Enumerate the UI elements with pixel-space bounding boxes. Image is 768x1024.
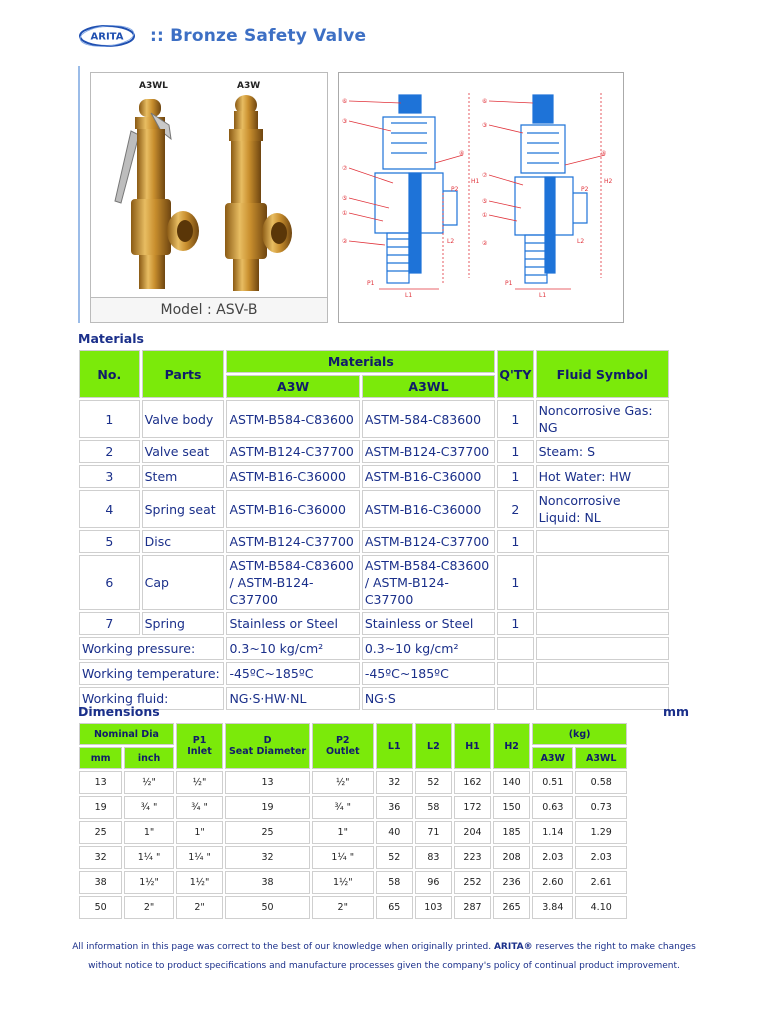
cell-h1: 204 bbox=[454, 821, 491, 844]
cell-h1: 172 bbox=[454, 796, 491, 819]
materials-body bbox=[79, 400, 669, 710]
cell-empty bbox=[497, 637, 533, 660]
table-row bbox=[79, 896, 627, 919]
cell-l2: 103 bbox=[415, 896, 452, 919]
cell-qty: 1 bbox=[497, 400, 533, 438]
table-row bbox=[79, 637, 669, 660]
table-row bbox=[79, 662, 669, 685]
cell-a3wl: ASTM-B124-C37700 bbox=[362, 440, 495, 463]
cell-weight-a3w: 0.63 bbox=[532, 796, 573, 819]
cell-a3wl: ASTM-B584-C83600 / ASTM-B124-C37700 bbox=[362, 555, 495, 610]
cell-l2: 83 bbox=[415, 846, 452, 869]
cell-d: 13 bbox=[225, 771, 310, 794]
col-header-weight-a3w: A3W bbox=[532, 747, 573, 769]
table-row bbox=[79, 440, 669, 463]
cell-weight-a3wl: 0.58 bbox=[575, 771, 627, 794]
cell-part: Valve seat bbox=[142, 440, 225, 463]
cell-empty bbox=[497, 662, 533, 685]
cell-mm: 32 bbox=[79, 846, 122, 869]
cell-weight-a3w: 2.60 bbox=[532, 871, 573, 894]
cell-empty bbox=[536, 687, 669, 710]
cell-a3w: -45ºC~185ºC bbox=[226, 662, 359, 685]
cell-qty: 1 bbox=[497, 530, 533, 553]
cell-weight-a3wl: 1.29 bbox=[575, 821, 627, 844]
svg-text:①: ① bbox=[482, 212, 488, 219]
cell-empty bbox=[497, 687, 533, 710]
cell-a3wl: ASTM-B16-C36000 bbox=[362, 490, 495, 528]
cell-a3w: 0.3~10 kg/cm² bbox=[226, 637, 359, 660]
footer-line-2: without notice to product specifications and manufacture processes given the company's policy of continual product improvement. bbox=[88, 961, 680, 971]
cell-part: Stem bbox=[142, 465, 225, 488]
cell-h2: 140 bbox=[493, 771, 530, 794]
cell-no: 1 bbox=[79, 400, 140, 438]
svg-text:L1: L1 bbox=[539, 292, 547, 299]
cell-a3w: ASTM-B584-C83600 bbox=[226, 400, 359, 438]
valve-photo-illustration bbox=[91, 91, 327, 296]
col-header-weight-a3wl: A3WL bbox=[575, 747, 627, 769]
cell-a3wl: -45ºC~185ºC bbox=[362, 662, 495, 685]
col-header-materials: Materials bbox=[226, 350, 495, 373]
cell-fluid: Noncorrosive Liquid: NL bbox=[536, 490, 669, 528]
cell-p1: ½" bbox=[176, 771, 223, 794]
cell-p2: 1½" bbox=[312, 871, 374, 894]
col-header-parts: Parts bbox=[142, 350, 225, 398]
table-row bbox=[79, 871, 627, 894]
cell-p1: ¾ " bbox=[176, 796, 223, 819]
cell-a3w: NG·S·HW·NL bbox=[226, 687, 359, 710]
cell-no: 7 bbox=[79, 612, 140, 635]
svg-text:④: ④ bbox=[459, 150, 465, 157]
table-row bbox=[79, 821, 627, 844]
table-row bbox=[79, 490, 669, 528]
col-header-h1: H1 bbox=[454, 723, 491, 769]
cell-weight-a3w: 0.51 bbox=[532, 771, 573, 794]
cell-label: Working temperature: bbox=[79, 662, 224, 685]
cell-mm: 19 bbox=[79, 796, 122, 819]
cell-fluid bbox=[536, 530, 669, 553]
cross-section-drawing bbox=[339, 73, 623, 322]
p1-label: P1 bbox=[192, 735, 207, 746]
cell-a3wl: NG·S bbox=[362, 687, 495, 710]
col-header-qty: Q'TY bbox=[497, 350, 533, 398]
cell-a3w: ASTM-B16-C36000 bbox=[226, 490, 359, 528]
cell-h2: 150 bbox=[493, 796, 530, 819]
svg-text:③: ③ bbox=[482, 122, 488, 129]
cell-a3w: ASTM-B584-C83600 / ASTM-B124-C37700 bbox=[226, 555, 359, 610]
svg-text:ARITA: ARITA bbox=[90, 31, 124, 43]
svg-text:P1: P1 bbox=[505, 280, 513, 287]
cell-weight-a3wl: 2.03 bbox=[575, 846, 627, 869]
p1-sub-label: Inlet bbox=[187, 746, 212, 757]
svg-text:H2: H2 bbox=[604, 178, 613, 185]
svg-text:H1: H1 bbox=[471, 178, 480, 185]
col-header-p1 bbox=[176, 723, 223, 769]
cell-qty: 1 bbox=[497, 465, 533, 488]
svg-text:⑦: ⑦ bbox=[342, 165, 348, 172]
cell-l1: 58 bbox=[376, 871, 413, 894]
cell-label: Working pressure: bbox=[79, 637, 224, 660]
d-sub-label: Seat Diameter bbox=[228, 746, 307, 757]
cell-fluid bbox=[536, 612, 669, 635]
d-label: D bbox=[263, 735, 272, 746]
cell-p1: 2" bbox=[176, 896, 223, 919]
cell-h2: 208 bbox=[493, 846, 530, 869]
cell-part: Disc bbox=[142, 530, 225, 553]
cell-mm: 13 bbox=[79, 771, 122, 794]
cell-weight-a3w: 3.84 bbox=[532, 896, 573, 919]
table-row bbox=[79, 465, 669, 488]
cell-inch: ½" bbox=[124, 771, 174, 794]
svg-text:⑥: ⑥ bbox=[482, 98, 488, 105]
footer-text-a: All information in this page was correct to the best of our knowledge when originally printed. bbox=[72, 942, 494, 952]
cell-no: 6 bbox=[79, 555, 140, 610]
cell-l1: 52 bbox=[376, 846, 413, 869]
col-header-l2: L2 bbox=[415, 723, 452, 769]
cell-l1: 40 bbox=[376, 821, 413, 844]
cell-qty: 1 bbox=[497, 440, 533, 463]
cell-h1: 287 bbox=[454, 896, 491, 919]
cell-a3wl: Stainless or Steel bbox=[362, 612, 495, 635]
cell-qty: 1 bbox=[497, 555, 533, 610]
col-header-inch: inch bbox=[124, 747, 174, 769]
cell-p2: ½" bbox=[312, 771, 374, 794]
cell-weight-a3w: 1.14 bbox=[532, 821, 573, 844]
cell-fluid bbox=[536, 555, 669, 610]
svg-text:L1: L1 bbox=[405, 292, 413, 299]
cell-l1: 32 bbox=[376, 771, 413, 794]
photo-label-a3w: A3W bbox=[237, 81, 261, 91]
cell-no: 3 bbox=[79, 465, 140, 488]
svg-text:P2: P2 bbox=[451, 186, 459, 193]
footer-line-1 bbox=[0, 942, 768, 952]
cell-h1: 223 bbox=[454, 846, 491, 869]
page-title: :: Bronze Safety Valve bbox=[150, 26, 367, 46]
cell-part: Cap bbox=[142, 555, 225, 610]
technical-drawing bbox=[338, 72, 624, 323]
footer-text-b: reserves the right to make changes bbox=[532, 942, 696, 952]
cell-mm: 50 bbox=[79, 896, 122, 919]
svg-text:①: ① bbox=[342, 210, 348, 217]
cell-empty bbox=[536, 662, 669, 685]
cell-no: 4 bbox=[79, 490, 140, 528]
p2-sub-label: Outlet bbox=[325, 746, 360, 757]
cell-h1: 252 bbox=[454, 871, 491, 894]
svg-text:L2: L2 bbox=[577, 238, 585, 245]
cell-inch: 1¼ " bbox=[124, 846, 174, 869]
cell-d: 19 bbox=[225, 796, 310, 819]
dimensions-heading: Dimensions bbox=[78, 704, 160, 719]
cell-d: 25 bbox=[225, 821, 310, 844]
col-header-nominal-dia: Nominal Dia bbox=[79, 723, 174, 745]
cell-d: 50 bbox=[225, 896, 310, 919]
col-header-fluid: Fluid Symbol bbox=[536, 350, 669, 398]
cell-p1: 1½" bbox=[176, 871, 223, 894]
cell-qty: 1 bbox=[497, 612, 533, 635]
cell-p2: 1¼ " bbox=[312, 846, 374, 869]
table-row bbox=[79, 846, 627, 869]
cell-mm: 25 bbox=[79, 821, 122, 844]
cell-p1: 1" bbox=[176, 821, 223, 844]
svg-text:④: ④ bbox=[601, 150, 607, 157]
cell-part: Valve body bbox=[142, 400, 225, 438]
product-photo bbox=[90, 72, 328, 323]
col-header-kg: (kg) bbox=[532, 723, 627, 745]
cell-weight-a3wl: 4.10 bbox=[575, 896, 627, 919]
svg-text:⑦: ⑦ bbox=[482, 172, 488, 179]
col-header-no: No. bbox=[79, 350, 140, 398]
svg-text:⑤: ⑤ bbox=[482, 198, 488, 205]
cell-l2: 58 bbox=[415, 796, 452, 819]
cell-a3wl: 0.3~10 kg/cm² bbox=[362, 637, 495, 660]
cell-inch: 2" bbox=[124, 896, 174, 919]
cell-fluid: Hot Water: HW bbox=[536, 465, 669, 488]
cell-p2: ¾ " bbox=[312, 796, 374, 819]
cell-inch: 1½" bbox=[124, 871, 174, 894]
footer-brand: ARITA® bbox=[493, 942, 533, 952]
col-header-mm: mm bbox=[79, 747, 122, 769]
svg-text:②: ② bbox=[482, 240, 488, 247]
cell-l1: 65 bbox=[376, 896, 413, 919]
cell-fluid: Steam: S bbox=[536, 440, 669, 463]
cell-a3w: ASTM-B124-C37700 bbox=[226, 440, 359, 463]
col-header-d bbox=[225, 723, 310, 769]
dimensions-table bbox=[77, 721, 629, 921]
cell-inch: 1" bbox=[124, 821, 174, 844]
cell-part: Spring bbox=[142, 612, 225, 635]
materials-heading: Materials bbox=[78, 331, 144, 346]
cell-h1: 162 bbox=[454, 771, 491, 794]
dimensions-unit: mm bbox=[663, 704, 690, 719]
table-row bbox=[79, 687, 669, 710]
dimensions-body bbox=[79, 771, 627, 919]
table-row bbox=[79, 796, 627, 819]
col-header-a3w: A3W bbox=[226, 375, 359, 398]
cell-d: 38 bbox=[225, 871, 310, 894]
svg-text:③: ③ bbox=[342, 118, 348, 125]
svg-text:②: ② bbox=[342, 238, 348, 245]
svg-text:⑤: ⑤ bbox=[342, 195, 348, 202]
table-row bbox=[79, 771, 627, 794]
cell-h2: 236 bbox=[493, 871, 530, 894]
table-row bbox=[79, 612, 669, 635]
cell-d: 32 bbox=[225, 846, 310, 869]
col-header-l1: L1 bbox=[376, 723, 413, 769]
cell-a3wl: ASTM-B124-C37700 bbox=[362, 530, 495, 553]
cell-label: Working fluid: bbox=[79, 687, 224, 710]
cell-mm: 38 bbox=[79, 871, 122, 894]
cell-l1: 36 bbox=[376, 796, 413, 819]
cell-empty bbox=[536, 637, 669, 660]
cell-p1: 1¼ " bbox=[176, 846, 223, 869]
cell-part: Spring seat bbox=[142, 490, 225, 528]
table-row bbox=[79, 530, 669, 553]
cell-fluid: Noncorrosive Gas: NG bbox=[536, 400, 669, 438]
cell-weight-a3wl: 0.73 bbox=[575, 796, 627, 819]
table-row bbox=[79, 555, 669, 610]
cell-l2: 96 bbox=[415, 871, 452, 894]
cell-a3wl: ASTM-584-C83600 bbox=[362, 400, 495, 438]
cell-weight-a3wl: 2.61 bbox=[575, 871, 627, 894]
col-header-h2: H2 bbox=[493, 723, 530, 769]
col-header-a3wl: A3WL bbox=[362, 375, 495, 398]
svg-text:P2: P2 bbox=[581, 186, 589, 193]
cell-no: 2 bbox=[79, 440, 140, 463]
cell-h2: 185 bbox=[493, 821, 530, 844]
col-header-p2 bbox=[312, 723, 374, 769]
cell-a3w: ASTM-B124-C37700 bbox=[226, 530, 359, 553]
cell-no: 5 bbox=[79, 530, 140, 553]
cell-h2: 265 bbox=[493, 896, 530, 919]
arita-logo bbox=[78, 24, 136, 48]
svg-text:L2: L2 bbox=[447, 238, 455, 245]
svg-text:P1: P1 bbox=[367, 280, 375, 287]
table-row bbox=[79, 400, 669, 438]
svg-text:⑥: ⑥ bbox=[342, 98, 348, 105]
photo-label-a3wl: A3WL bbox=[139, 81, 168, 91]
cell-p2: 2" bbox=[312, 896, 374, 919]
cell-inch: ¾ " bbox=[124, 796, 174, 819]
cell-l2: 52 bbox=[415, 771, 452, 794]
cell-qty: 2 bbox=[497, 490, 533, 528]
cell-a3w: ASTM-B16-C36000 bbox=[226, 465, 359, 488]
materials-table bbox=[77, 348, 671, 712]
cell-p2: 1" bbox=[312, 821, 374, 844]
cell-a3wl: ASTM-B16-C36000 bbox=[362, 465, 495, 488]
cell-l2: 71 bbox=[415, 821, 452, 844]
p2-label: P2 bbox=[335, 735, 350, 746]
model-caption: Model : ASV-B bbox=[91, 297, 327, 322]
cell-a3w: Stainless or Steel bbox=[226, 612, 359, 635]
cell-weight-a3w: 2.03 bbox=[532, 846, 573, 869]
